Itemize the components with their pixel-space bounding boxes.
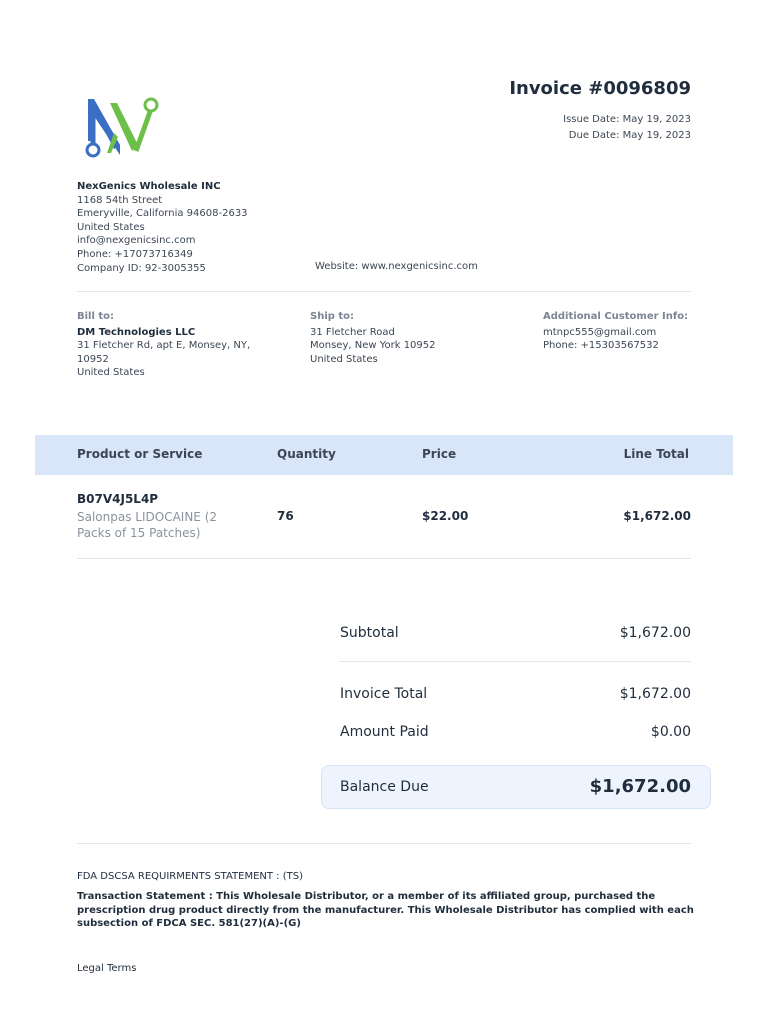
additional-info-label: Additional Customer Info: [543, 311, 689, 322]
company-email: info@nexgenicsinc.com [77, 235, 196, 247]
invoice-total-value: $1,672.00 [619, 686, 691, 702]
column-header-product: Product or Service [77, 447, 203, 461]
bill-to-line2: 10952 [77, 353, 109, 365]
bill-to [77, 310, 262, 380]
subtotal-value: $1,672.00 [619, 625, 691, 641]
invoice-total-label: Invoice Total [340, 686, 428, 702]
company-info [77, 180, 248, 275]
bill-to-line1: 31 Fletcher Rd, apt E, Monsey, NY, [77, 340, 251, 352]
divider [77, 843, 691, 844]
additional-customer-info [543, 310, 703, 353]
bill-to-label: Bill to: [77, 311, 115, 322]
balance-due-label: Balance Due [340, 779, 429, 795]
additional-phone: Phone: +15303567532 [543, 340, 659, 352]
fda-statement-text: Transaction Statement : This Wholesale Distributor, or a member of its affiliated group, purchased the prescription drug product directly from the manufacturer. This Wholesale Distributor has complied with each subsection of FDCA SEC. 581(27)(A)-(G) [77, 891, 694, 930]
product-description: Salonpas LIDOCAINE (2 Packs of 15 Patches) [77, 510, 218, 540]
company-name: NexGenics Wholesale INC [77, 181, 221, 192]
ship-to [310, 310, 510, 366]
column-header-line-total: Line Total [623, 447, 689, 461]
company-id: Company ID: 92-3005355 [77, 262, 206, 274]
ship-to-country: United States [310, 353, 378, 365]
column-header-price: Price [422, 447, 457, 461]
company-logo-icon [80, 93, 164, 163]
legal-terms: Legal Terms [77, 963, 137, 974]
issue-date: Issue Date: May 19, 2023 [563, 114, 691, 125]
ship-to-line2: Monsey, New York 10952 [310, 340, 436, 352]
bill-to-country: United States [77, 367, 145, 379]
fda-statement-title: FDA DSCSA REQUIRMENTS STATEMENT : (TS) [77, 871, 303, 882]
divider [339, 661, 691, 662]
amount-paid-value: $0.00 [650, 724, 691, 740]
additional-email: mtnpc555@gmail.com [543, 326, 657, 338]
product-quantity: 76 [277, 509, 294, 523]
product-sku: B07V4J5L4P [77, 492, 159, 506]
company-address-line1: 1168 54th Street [77, 194, 163, 206]
divider [77, 558, 691, 559]
product-price: $22.00 [422, 509, 469, 523]
column-header-quantity: Quantity [277, 447, 336, 461]
company-phone: Phone: +17073716349 [77, 248, 193, 260]
divider [77, 291, 691, 292]
bill-to-name: DM Technologies LLC [77, 326, 196, 338]
amount-paid-label: Amount Paid [340, 724, 429, 740]
ship-to-line1: 31 Fletcher Road [310, 326, 395, 338]
ship-to-label: Ship to: [310, 311, 355, 322]
invoice-title: Invoice #0096809 [509, 78, 691, 99]
due-date: Due Date: May 19, 2023 [568, 130, 691, 141]
company-country: United States [77, 221, 145, 233]
company-address-line2: Emeryville, California 94608-2633 [77, 208, 248, 220]
company-website: Website: www.nexgenicsinc.com [315, 261, 478, 272]
product-line-total: $1,672.00 [623, 509, 691, 523]
subtotal-label: Subtotal [340, 625, 399, 641]
balance-due-value: $1,672.00 [589, 776, 691, 797]
